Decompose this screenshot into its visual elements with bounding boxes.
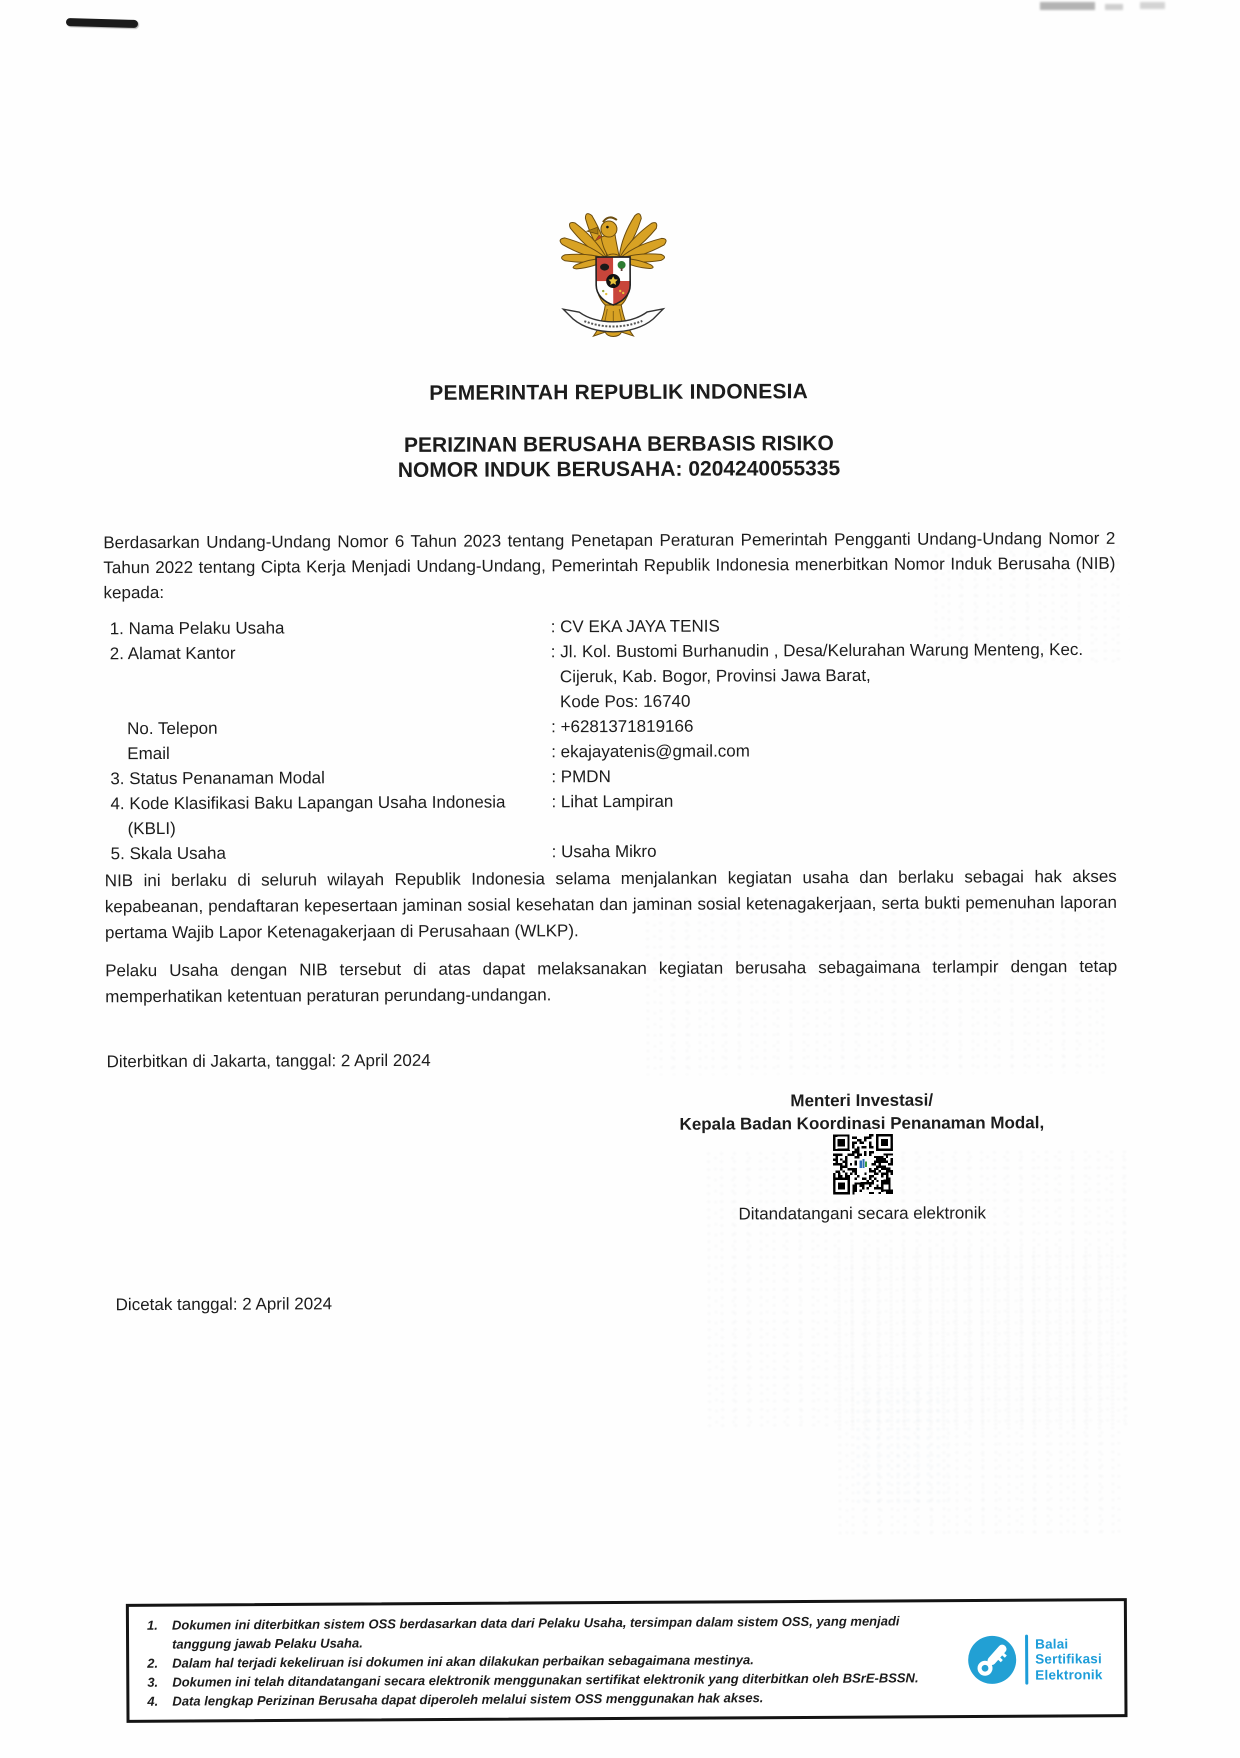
field-label: 5. Skala Usaha	[110, 843, 226, 864]
field-label: (KBLI)	[127, 818, 176, 839]
issued-line: Diterbitkan di Jakarta, tanggal: 2 April 2024	[106, 1050, 431, 1072]
footer-note	[147, 1611, 947, 1654]
government-title: PEMERINTAH REPUBLIK INDONESIA	[429, 380, 809, 405]
qr-code	[833, 1134, 893, 1197]
nib-validity-paragraph: NIB ini berlaku di seluruh wilayah Republik Indonesia selama menjalankan kegiatan usaha dan berlaku sebagai hak akses kepabeanan, pendaftaran kepesertaan jaminan sosial kesehatan dan jaminan sosial ketenagakerjaan, serta bukti pemenuhan laporan pertama Wajib Lapor Ketenagakerjaan di Perusahaan (WLKP).	[104, 866, 1117, 943]
footer-notes-list	[147, 1611, 948, 1711]
field-label	[110, 689, 551, 716]
bsre-divider	[1025, 1635, 1028, 1685]
footer-note-number: 4.	[147, 1693, 159, 1709]
bsre-logo-text	[1035, 1636, 1103, 1683]
field-value: : PMDN	[551, 767, 611, 787]
field-label: No. Telepon	[127, 718, 218, 739]
footer-note	[147, 1687, 947, 1711]
bleedthrough-ghost	[832, 1248, 1123, 1539]
field-label: 3. Status Penanaman Modal	[110, 768, 325, 789]
field-value: : Usaha Mikro	[551, 841, 657, 862]
bsre-text-line2: Sertifikasi	[1035, 1651, 1102, 1667]
footer-note-text: Dalam hal terjadi kekeliruan isi dokumen ini akan dilakukan perbaikan sebagaimana mestinya.	[172, 1652, 754, 1671]
footer-notes-box	[126, 1598, 1128, 1723]
document-title-line2: NOMOR INDUK BERUSAHA: 0204240055335	[397, 457, 841, 482]
signatory-title-line1: Menteri Investasi/	[790, 1090, 934, 1111]
footer-note-number: 2.	[147, 1655, 159, 1671]
pelaku-usaha-paragraph: Pelaku Usaha dengan NIB tersebut di atas dapat melaksanakan kegiatan berusaha sebagaimana terlampir dengan tetap memperhatikan ketentuan peraturan perundang-undangan.	[105, 956, 1118, 1007]
footer-note-number: 3.	[147, 1674, 159, 1690]
field-value: : ekajayatenis@gmail.com	[551, 741, 750, 762]
bleedthrough-ghost	[853, 1389, 949, 1504]
bleedthrough-ghost	[702, 1148, 1133, 1430]
field-label: 1. Nama Pelaku Usaha	[109, 618, 285, 639]
footer-note-text: Data lengkap Perizinan Berusaha dapat diperoleh melalui sistem OSS menggunakan hak akses.	[172, 1690, 764, 1709]
bsre-text-line3: Elektronik	[1035, 1666, 1103, 1683]
document-title-line1: PERIZINAN BERUSAHA BERBASIS RISIKO	[403, 432, 834, 457]
field-label: 4. Kode Klasifikasi Baku Lapangan Usaha Indonesia	[110, 792, 506, 814]
footer-note-text: Dokumen ini telah ditandatangani secara elektronik menggunakan sertifikat elektronik yang diterbitkan oleh BSrE-BSSN.	[172, 1670, 919, 1690]
field-value: : Jl. Kol. Bustomi Burhanudin , Desa/Kelurahan Warung Menteng, Kec.	[550, 639, 1084, 662]
field-value: : CV EKA JAYA TENIS	[550, 616, 720, 637]
printed-line: Dicetak tanggal: 2 April 2024	[115, 1294, 333, 1315]
field-value: : +6281371819166	[551, 716, 694, 737]
field-value: Cijeruk, Kab. Bogor, Provinsi Jawa Barat,	[559, 665, 871, 687]
footer-note-number: 1.	[146, 1617, 158, 1633]
signatory-title-line2: Kepala Badan Koordinasi Penanaman Modal,	[679, 1113, 1045, 1134]
electronic-signature-note: Ditandatangani secara elektronik	[738, 1203, 987, 1224]
bsre-text-line1: Balai	[1035, 1636, 1069, 1652]
field-row	[111, 837, 1121, 866]
garuda-pancasila-emblem-icon	[551, 193, 676, 348]
bsre-key-icon	[967, 1635, 1017, 1685]
intro-paragraph: Berdasarkan Undang-Undang Nomor 6 Tahun 2023 tentang Penetapan Peraturan Pemerintah Pengganti Undang-Undang Nomor 2 Tahun 2022 tentang Cipta Kerja Menjadi Undang-Undang, Pemerintah Republik Indonesia menerbitkan Nomor Induk Berusaha (NIB) kepada:	[103, 528, 1116, 603]
bsre-logo	[967, 1634, 1103, 1685]
field-value: : Lihat Lampiran	[551, 791, 674, 812]
field-value	[551, 812, 1120, 839]
field-value: Kode Pos: 16740	[559, 691, 691, 712]
field-label: Email	[127, 743, 170, 764]
footer-note-text: Dokumen ini diterbitkan sistem OSS berdasarkan data dari Pelaku Usaha, tersimpan dalam sistem OSS, yang menjadi tanggung jawab Pelaku Usaha.	[171, 1613, 900, 1652]
field-label: 2. Alamat Kantor	[109, 643, 236, 664]
field-label	[110, 664, 551, 691]
business-fields	[110, 612, 1121, 866]
